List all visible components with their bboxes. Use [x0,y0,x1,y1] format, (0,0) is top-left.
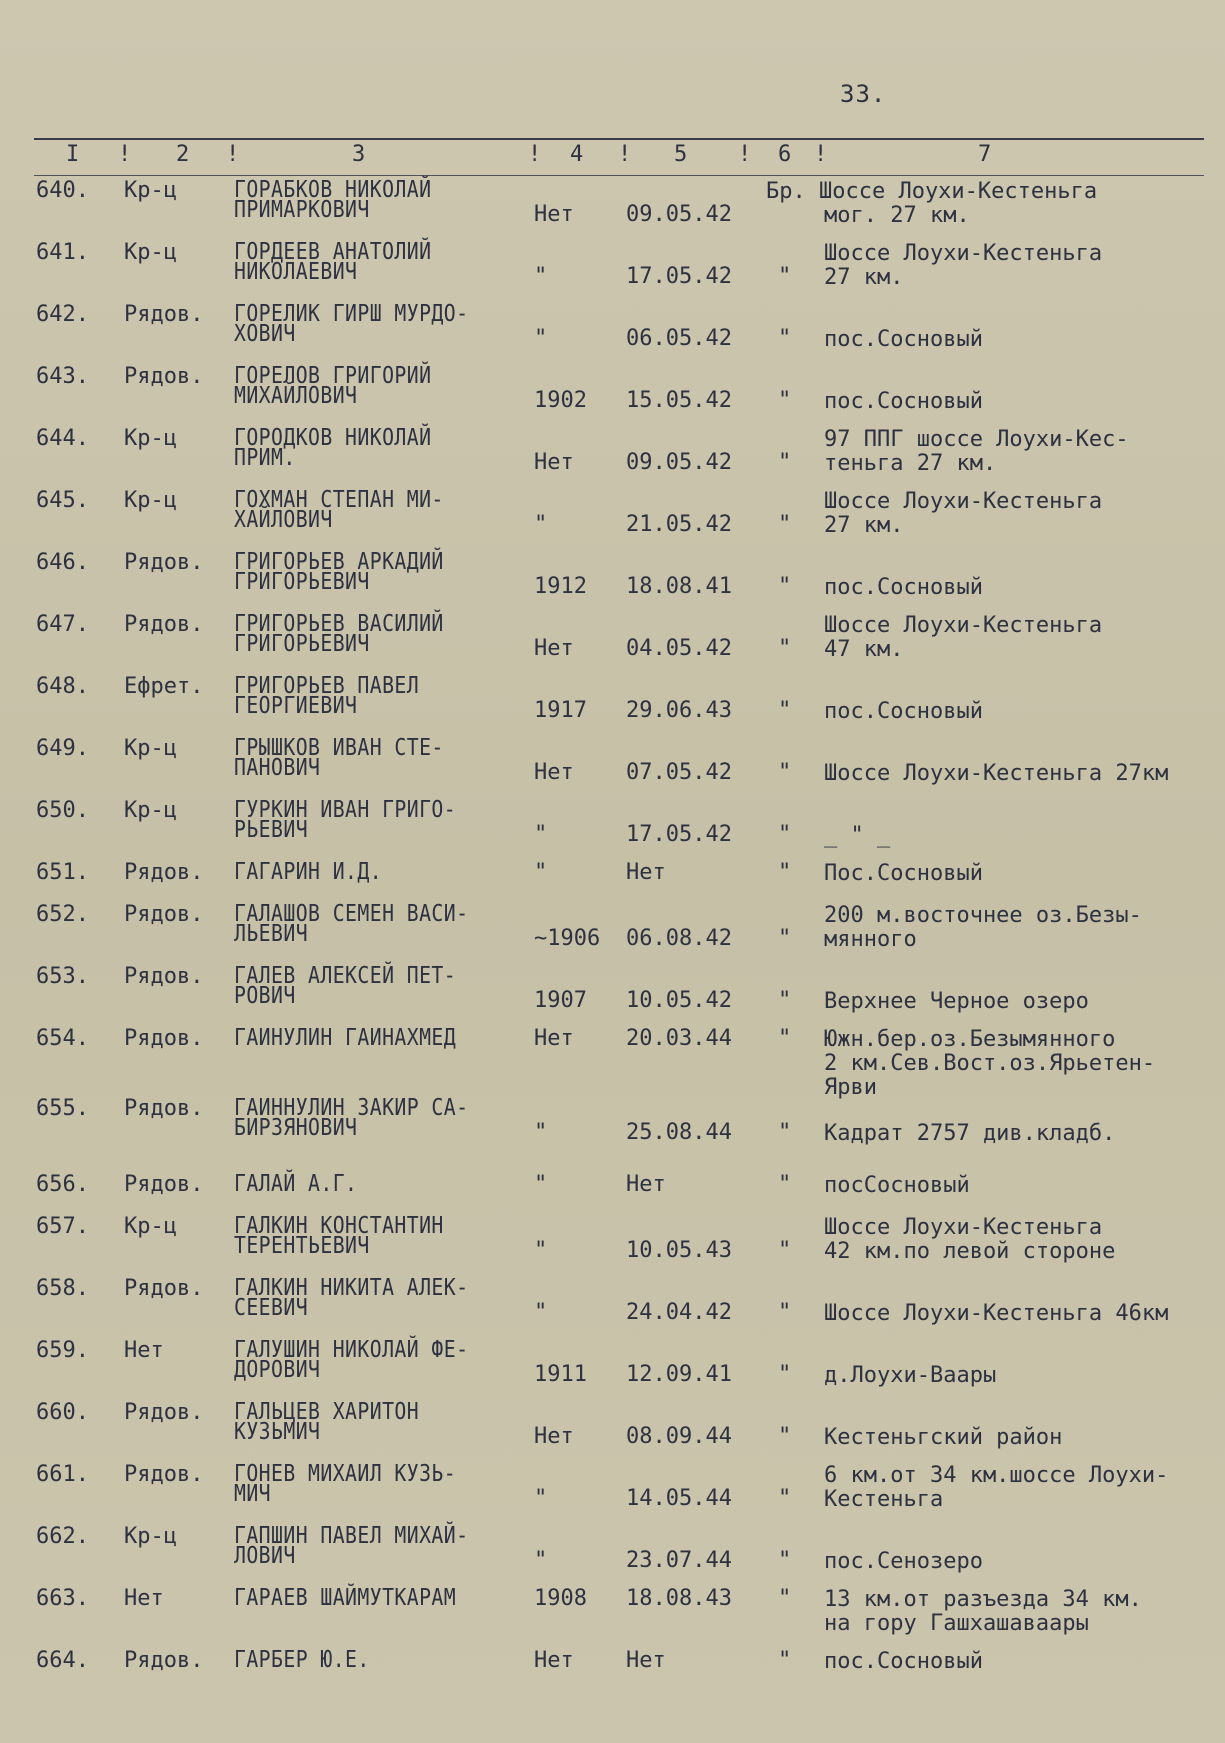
table-row [0,549,1225,602]
table-row [0,425,1225,478]
table-row [0,963,1225,1016]
date-of-death: 04.05.42 [626,636,732,661]
military-rank: Рядов. [124,1026,204,1051]
record-number: 651. [36,860,89,885]
full-name-line-1: ГАЛАШОВ СЕМЕН ВАСИ- [234,901,469,927]
column-header-6: 6 [778,142,792,167]
burial-type: " [778,264,792,289]
military-rank: Кр-ц [124,1214,177,1239]
record-number: 645. [36,488,89,513]
burial-type: " [778,1548,792,1573]
burial-place-line-2: 47 км. [824,637,904,662]
burial-type: " [778,512,792,537]
column-header-1: I [66,142,80,167]
table-row [0,363,1225,416]
military-rank: Нет [124,1338,164,1363]
burial-type: " [778,574,792,599]
date-of-death: 08.09.44 [626,1424,732,1449]
full-name-line-1: ГОРАБКОВ НИКОЛАЙ [234,177,432,203]
full-name-line-2: ГРИГОРЬЕВИЧ [234,569,370,595]
burial-place-line-1: Шоссе Лоухи-Кестеньга [824,241,1103,266]
record-number: 664. [36,1648,89,1673]
burial-place-line-1: 200 м.восточнее оз.Безы- [824,903,1142,928]
burial-place-line-2: Кадрат 2757 див.кладб. [824,1121,1116,1146]
full-name-line-1: ГОРЕЛИК ГИРШ МУРДО- [234,301,469,327]
date-of-death: Нет [626,1648,666,1673]
full-name-line-2: ХАЙЛОВИЧ [234,507,333,533]
burial-type: " [778,1362,792,1387]
full-name-line-2: ЛОВИЧ [234,1543,296,1569]
burial-place-line-2: Шоссе Лоухи-Кестеньга 27км [824,761,1169,786]
burial-type: " [778,1026,792,1051]
burial-place-line-1: 97 ППГ шоссе Лоухи-Кес- [824,427,1129,452]
birth-year: " [534,1300,548,1325]
date-of-death: Нет [626,1172,666,1197]
birth-year: Нет [534,450,574,475]
burial-place-line-1: Шоссе Лоухи-Кестеньга [824,489,1103,514]
full-name-line-1: ГАЛЕВ АЛЕКСЕЙ ПЕТ- [234,963,457,989]
burial-place-line-2: мог. 27 км. [824,203,970,228]
burial-place-line-2: пос.Сенозеро [824,1549,983,1574]
military-rank: Кр-ц [124,1524,177,1549]
military-rank: Нет [124,1586,164,1611]
burial-place-line-2: Кестеньгский район [824,1425,1063,1450]
burial-place-line-1: Шоссе Лоухи-Кестеньга [824,1215,1103,1240]
burial-place-line-2: 2 км.Сев.Вост.оз.Ярьетен- [824,1051,1156,1076]
burial-type: " [778,636,792,661]
full-name-line-1: ГОХМАН СТЕПАН МИ- [234,487,444,513]
burial-type: " [778,1120,792,1145]
column-header-sep: ! [618,142,632,167]
table-row [0,1523,1225,1576]
date-of-death: 24.04.42 [626,1300,732,1325]
date-of-death: 18.08.41 [626,574,732,599]
burial-place-line-1: Пос.Сосновый [824,861,983,886]
burial-type: " [778,698,792,723]
page-number: 33. [840,80,887,108]
burial-place-line-2: на гору Гашхашаваары [824,1611,1089,1636]
full-name-line-2: ПАНОВИЧ [234,755,321,781]
date-of-death: 15.05.42 [626,388,732,413]
record-number: 640. [36,178,89,203]
birth-year: " [534,1172,548,1197]
birth-year: 1907 [534,988,587,1013]
burial-type: " [778,1172,792,1197]
birth-year: Нет [534,1648,574,1673]
record-number: 661. [36,1462,89,1487]
full-name-line-1: ГОНЕВ МИХАИЛ КУЗЬ- [234,1461,457,1487]
burial-type: " [778,988,792,1013]
record-number: 654. [36,1026,89,1051]
burial-type: " [778,860,792,885]
record-number: 656. [36,1172,89,1197]
military-rank: Кр-ц [124,736,177,761]
full-name-line-1: ГАРАЕВ ШАЙМУТКАРАМ [234,1585,457,1611]
burial-place-line-1: 13 км.от разъезда 34 км. [824,1587,1142,1612]
table-row [0,487,1225,540]
record-number: 659. [36,1338,89,1363]
record-number: 650. [36,798,89,823]
full-name-line-1: ГАЛКИН НИКИТА АЛЕК- [234,1275,469,1301]
full-name-line-1: ГАИННУЛИН ЗАКИР СА- [234,1095,469,1121]
burial-type: " [778,1586,792,1611]
date-of-death: 10.05.43 [626,1238,732,1263]
birth-year: " [534,326,548,351]
date-of-death: 07.05.42 [626,760,732,785]
military-rank: Рядов. [124,1096,204,1121]
birth-year: 1908 [534,1586,587,1611]
date-of-death: 09.05.42 [626,450,732,475]
birth-year: " [534,512,548,537]
date-of-death: 17.05.42 [626,264,732,289]
full-name-line-1: ГАГАРИН И.Д. [234,859,383,885]
burial-type: " [778,822,792,847]
full-name-line-2: МИЧ [234,1481,272,1507]
date-of-death: Нет [626,860,666,885]
record-number: 662. [36,1524,89,1549]
military-rank: Рядов. [124,364,204,389]
record-number: 644. [36,426,89,451]
column-header-sep: ! [528,142,542,167]
table-row [0,1095,1225,1148]
full-name-line-2: МИХАЙЛОВИЧ [234,383,358,409]
table-row [0,177,1225,230]
burial-place-line-1: 6 км.от 34 км.шоссе Лоухи- [824,1463,1169,1488]
birth-year: 1912 [534,574,587,599]
full-name-line-2: СЕЕВИЧ [234,1295,309,1321]
table-row [0,1461,1225,1514]
date-of-death: 29.06.43 [626,698,732,723]
full-name-line-2: РОВИЧ [234,983,296,1009]
column-header-sep: ! [118,142,132,167]
burial-place-line-2: 27 км. [824,265,904,290]
full-name-line-1: ГАЛКИН КОНСТАНТИН [234,1213,444,1239]
full-name-line-2: ПРИМ. [234,445,296,471]
date-of-death: 06.05.42 [626,326,732,351]
date-of-death: 06.08.42 [626,926,732,951]
birth-year: " [534,1238,548,1263]
date-of-death: 23.07.44 [626,1548,732,1573]
date-of-death: 25.08.44 [626,1120,732,1145]
full-name-line-2: ДОРОВИЧ [234,1357,321,1383]
burial-type: " [778,1300,792,1325]
burial-place-line-2: д.Лоухи-Ваары [824,1363,997,1388]
record-number: 660. [36,1400,89,1425]
burial-type: " [778,1238,792,1263]
date-of-death: 18.08.43 [626,1586,732,1611]
burial-place-line-1: Южн.бер.оз.Безымянного [824,1027,1116,1052]
burial-place-line-1: посСосновый [824,1173,970,1198]
full-name-line-2: ЛЬЕВИЧ [234,921,309,947]
record-number: 642. [36,302,89,327]
birth-year: " [534,860,548,885]
full-name-line-1: ГРЫШКОВ ИВАН СТЕ- [234,735,444,761]
header-bottom-rule [34,175,1204,176]
full-name-line-1: ГРИГОРЬЕВ ПАВЕЛ [234,673,420,699]
table-row [0,735,1225,788]
full-name-line-2: НИКОЛАЕВИЧ [234,259,358,285]
burial-place-line-2: Кестеньга [824,1487,944,1512]
burial-place-line-1: Бр. Шоссе Лоухи-Кестеньга [766,179,1098,204]
full-name-line-1: ГОРОДКОВ НИКОЛАЙ [234,425,432,451]
record-number: 646. [36,550,89,575]
military-rank: Рядов. [124,860,204,885]
burial-place-line-1: пос.Сосновый [824,1649,983,1674]
full-name-line-1: ГУРКИН ИВАН ГРИГО- [234,797,457,823]
burial-type: " [778,1424,792,1449]
table-row [0,797,1225,850]
burial-place-line-2: теньга 27 км. [824,451,997,476]
column-header-3: 3 [352,142,366,167]
burial-place-line-2: мянного [824,927,917,952]
burial-place-line-2: Шоссе Лоухи-Кестеньга 46км [824,1301,1169,1326]
burial-place-line-2: пос.Сосновый [824,699,983,724]
table-row [0,1213,1225,1266]
table-row [0,1647,1225,1700]
birth-year: Нет [534,760,574,785]
burial-place-line-1: Шоссе Лоухи-Кестеньга [824,613,1103,638]
record-number: 658. [36,1276,89,1301]
birth-year: Нет [534,202,574,227]
military-rank: Рядов. [124,550,204,575]
table-row [0,1025,1225,1100]
birth-year: " [534,1120,548,1145]
burial-type: " [778,450,792,475]
record-number: 648. [36,674,89,699]
date-of-death: 21.05.42 [626,512,732,537]
burial-type: " [778,388,792,413]
burial-place-line-2: 27 км. [824,513,904,538]
date-of-death: 12.09.41 [626,1362,732,1387]
column-header-4: 4 [570,142,584,167]
military-rank: Рядов. [124,1172,204,1197]
military-rank: Кр-ц [124,798,177,823]
date-of-death: 09.05.42 [626,202,732,227]
military-rank: Рядов. [124,302,204,327]
full-name-line-1: ГРИГОРЬЕВ АРКАДИЙ [234,549,444,575]
date-of-death: 14.05.44 [626,1486,732,1511]
full-name-line-1: ГОРДЕЕВ АНАТОЛИЙ [234,239,432,265]
birth-year: Нет [534,1026,574,1051]
table-row [0,239,1225,292]
record-number: 657. [36,1214,89,1239]
table-row [0,1275,1225,1328]
military-rank: Кр-ц [124,426,177,451]
birth-year: " [534,264,548,289]
military-rank: Рядов. [124,1400,204,1425]
military-rank: Кр-ц [124,178,177,203]
burial-type: " [778,326,792,351]
burial-place-line-2: пос.Сосновый [824,575,983,600]
record-number: 663. [36,1586,89,1611]
full-name-line-1: ГРИГОРЬЕВ ВАСИЛИЙ [234,611,444,637]
full-name-line-1: ГАЛАЙ А.Г. [234,1171,358,1197]
burial-place-line-2: _ " _ [824,823,891,848]
full-name-line-1: ГАИНУЛИН ГАИНАХМЕД [234,1025,457,1051]
burial-place-line-3: Ярви [824,1075,877,1100]
column-header-sep: ! [738,142,752,167]
full-name-line-2: ГЕОРГИЕВИЧ [234,693,358,719]
column-header-sep: ! [226,142,240,167]
military-rank: Рядов. [124,964,204,989]
full-name-line-1: ГАРБЕР Ю.Е. [234,1647,370,1673]
burial-type: " [778,926,792,951]
table-row [0,1337,1225,1390]
military-rank: Рядов. [124,612,204,637]
date-of-death: 20.03.44 [626,1026,732,1051]
table-row [0,301,1225,354]
burial-type: " [778,1486,792,1511]
military-rank: Кр-ц [124,488,177,513]
full-name-line-2: ХОВИЧ [234,321,296,347]
full-name-line-1: ГАЛУШИН НИКОЛАЙ ФЕ- [234,1337,469,1363]
table-row [0,611,1225,664]
military-rank: Рядов. [124,1648,204,1673]
birth-year: " [534,822,548,847]
military-rank: Рядов. [124,902,204,927]
column-header-sep: ! [814,142,828,167]
full-name-line-2: ТЕРЕНТЬЕВИЧ [234,1233,370,1259]
table-row [0,673,1225,726]
date-of-death: 17.05.42 [626,822,732,847]
military-rank: Кр-ц [124,240,177,265]
burial-type: " [778,760,792,785]
birth-year: Нет [534,1424,574,1449]
full-name-line-2: РЬЕВИЧ [234,817,309,843]
burial-place-line-2: 42 км.по левой стороне [824,1239,1116,1264]
column-header-2: 2 [176,142,190,167]
full-name-line-2: БИРЗЯНОВИЧ [234,1115,358,1141]
military-rank: Ефрет. [124,674,204,699]
military-rank: Рядов. [124,1276,204,1301]
record-number: 649. [36,736,89,761]
column-header-7: 7 [978,142,992,167]
table-row [0,1399,1225,1452]
birth-year: ~1906 [534,926,601,951]
full-name-line-1: ГАЛЬЦЕВ ХАРИТОН [234,1399,420,1425]
full-name-line-2: ГРИГОРЬЕВИЧ [234,631,370,657]
table-row [0,1585,1225,1638]
birth-year: 1917 [534,698,587,723]
burial-place-line-2: пос.Сосновый [824,389,983,414]
birth-year: 1902 [534,388,587,413]
record-number: 655. [36,1096,89,1121]
birth-year: " [534,1548,548,1573]
record-number: 643. [36,364,89,389]
header-top-rule [34,138,1204,140]
burial-type: " [778,1648,792,1673]
full-name-line-1: ГОРЕЛОВ ГРИГОРИЙ [234,363,432,389]
full-name-line-2: КУЗЬМИЧ [234,1419,321,1445]
burial-place-line-2: пос.Сосновый [824,327,983,352]
table-row [0,901,1225,954]
record-number: 641. [36,240,89,265]
column-header [0,142,1225,172]
record-number: 647. [36,612,89,637]
birth-year: " [534,1486,548,1511]
column-header-5: 5 [674,142,688,167]
birth-year: Нет [534,636,574,661]
full-name-line-1: ГАПШИН ПАВЕЛ МИХАЙ- [234,1523,469,1549]
date-of-death: 10.05.42 [626,988,732,1013]
burial-place-line-2: Верхнее Черное озеро [824,989,1089,1014]
full-name-line-2: ПРИМАРКОВИЧ [234,197,370,223]
birth-year: 1911 [534,1362,587,1387]
record-number: 653. [36,964,89,989]
record-number: 652. [36,902,89,927]
military-rank: Рядов. [124,1462,204,1487]
